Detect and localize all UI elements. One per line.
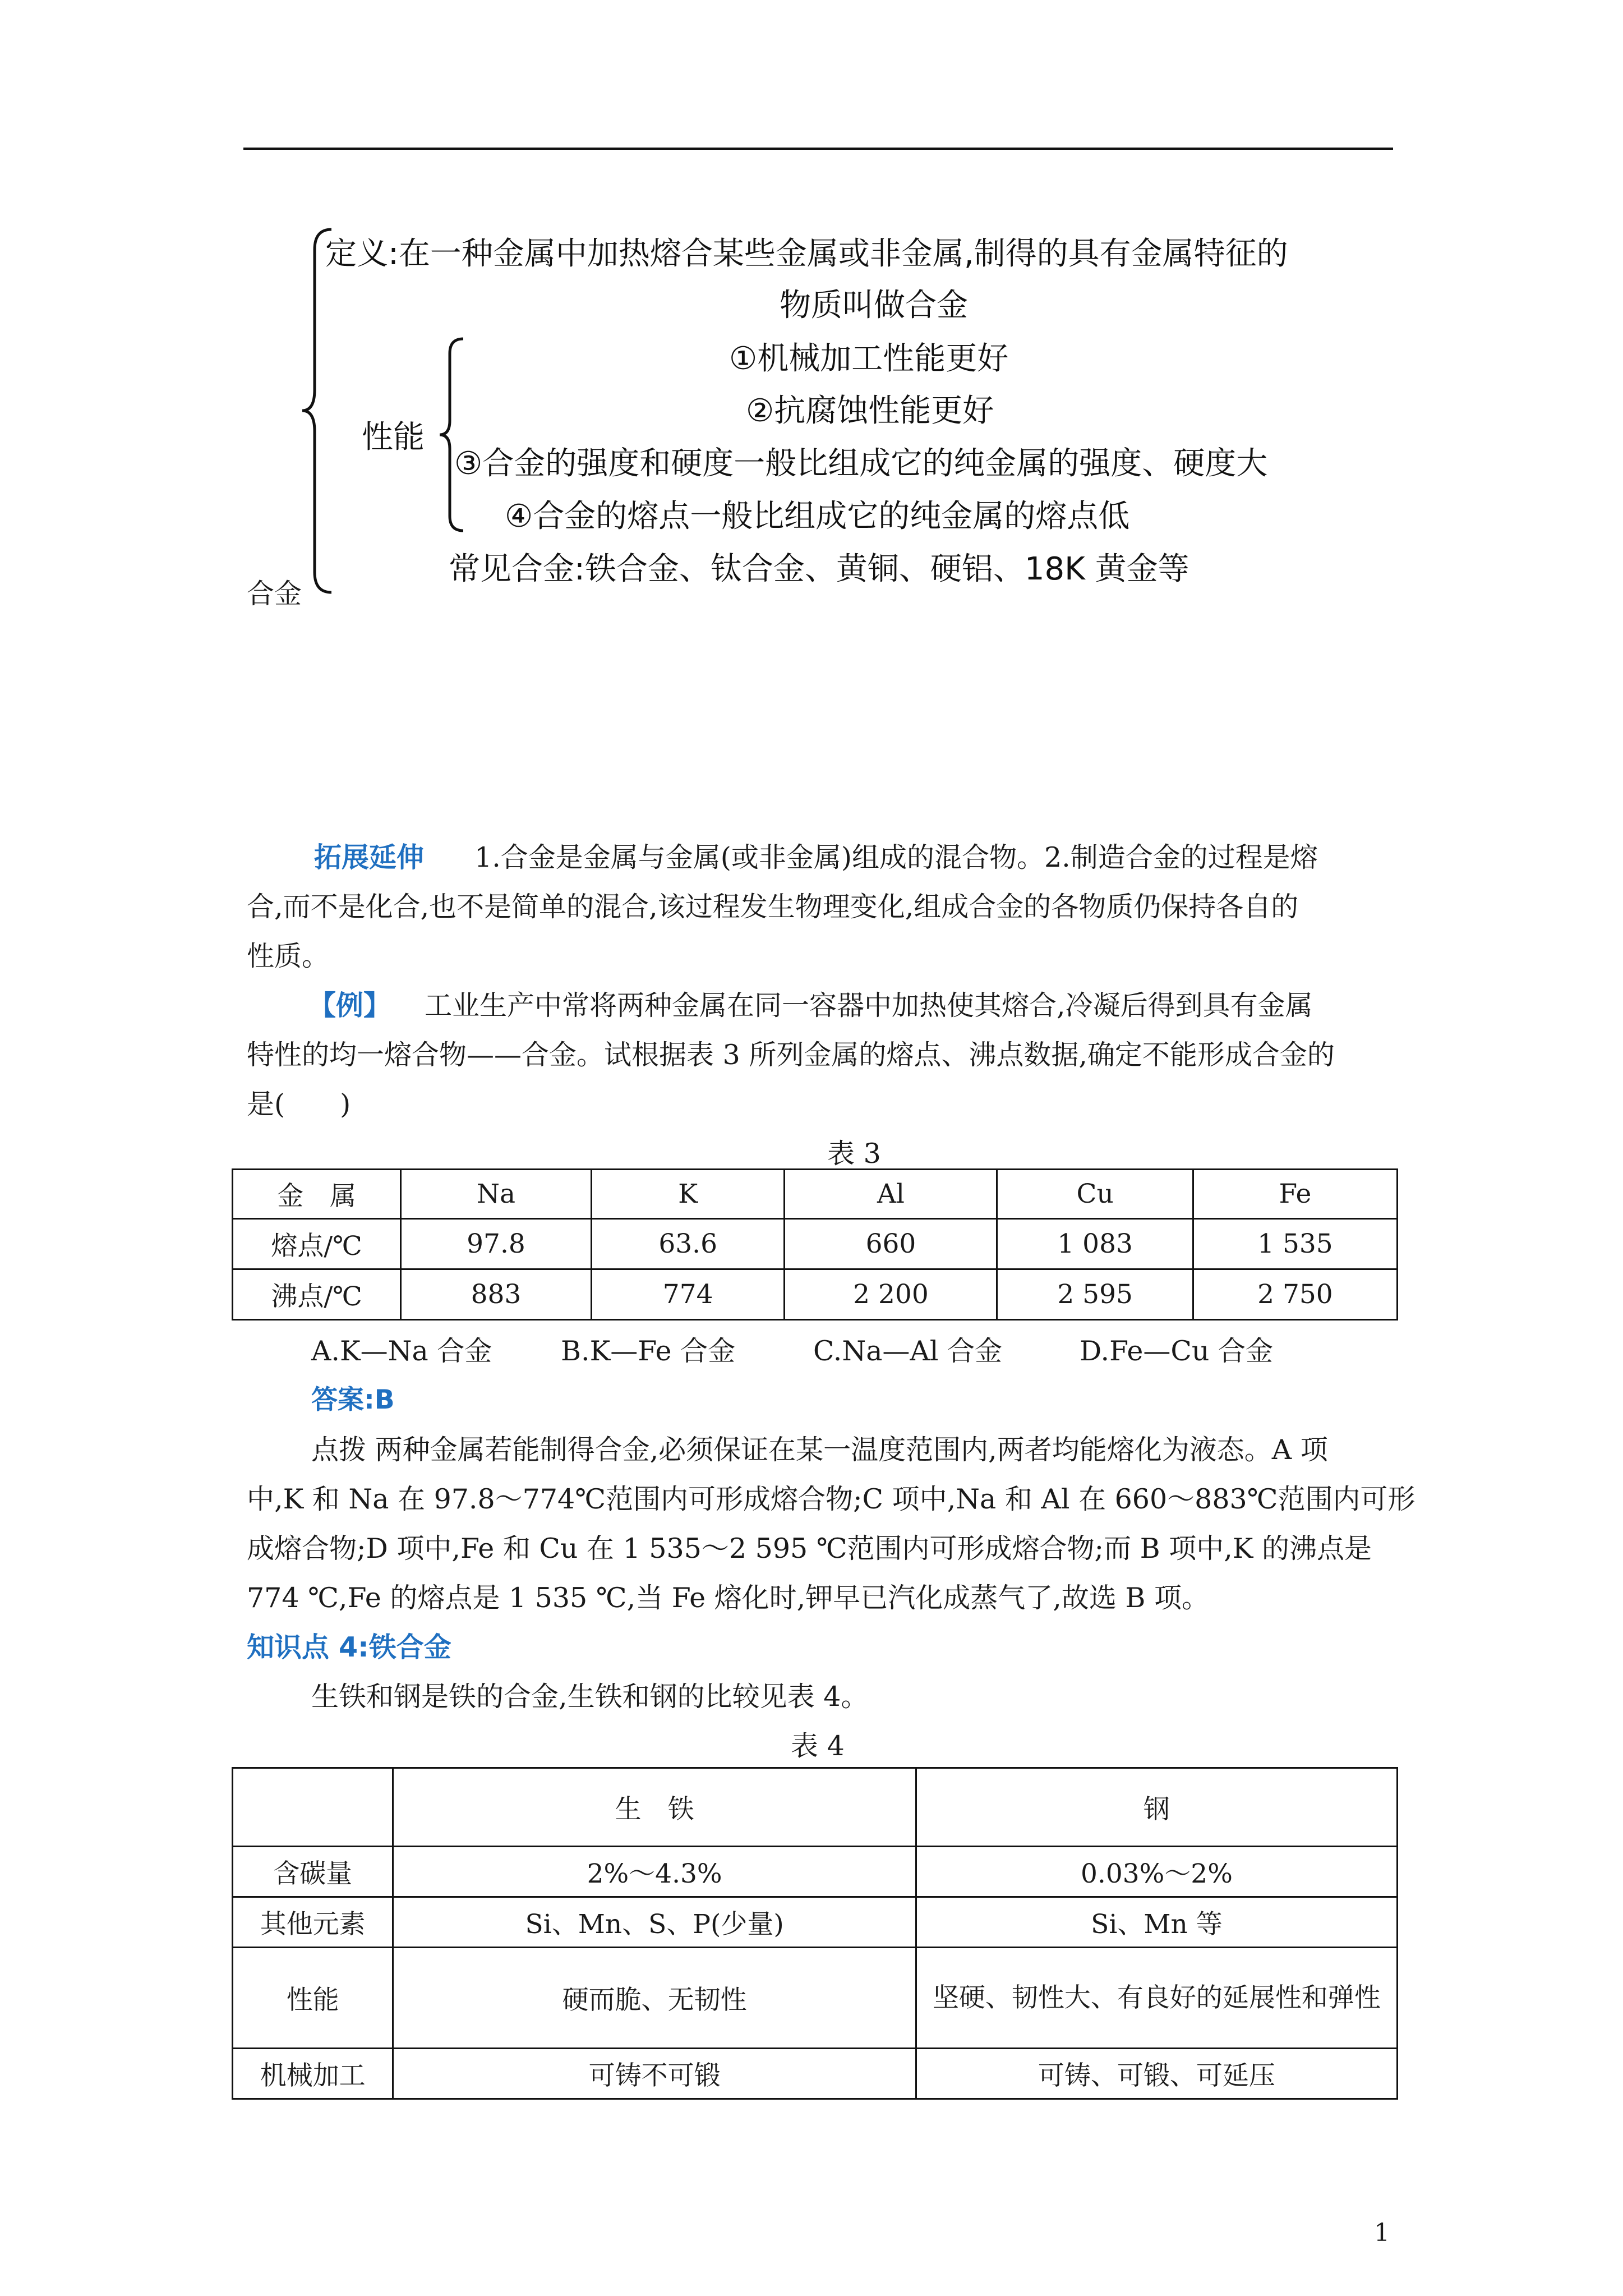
- table4: [232, 1767, 1398, 2100]
- performance-label: 性能: [362, 419, 425, 455]
- table-cell: Si、Mn、S、P(少量): [393, 1897, 916, 1948]
- table-cell: 可铸、可锻、可延压: [916, 2049, 1397, 2099]
- table-cell: 2 200: [785, 1269, 997, 1320]
- table-cell: Al: [785, 1170, 997, 1219]
- common-alloys: 常见合金:铁合金、钛合金、黄铜、硬铝、18K 黄金等: [449, 551, 1189, 587]
- table-cell: [233, 1768, 393, 1847]
- option-c: C.Na—Al 合金: [813, 1335, 1003, 1367]
- table-cell: 2 750: [1193, 1269, 1397, 1320]
- table-row: [233, 1897, 1398, 1948]
- table-row: [233, 1847, 1398, 1897]
- table-cell: Si、Mn 等: [916, 1897, 1397, 1948]
- answer: 答案:B: [311, 1384, 395, 1415]
- table-row: [233, 1170, 1398, 1219]
- table-cell: 2%～4.3%: [393, 1847, 916, 1897]
- example-line-3: 是( ): [247, 1088, 351, 1120]
- option-b: B.K—Fe 合金: [561, 1335, 736, 1367]
- table-cell: 机械加工: [233, 2049, 393, 2099]
- table-cell: 钢: [916, 1768, 1397, 1847]
- table-cell: Na: [401, 1170, 592, 1219]
- hint-line-1: 点拨 两种金属若能制得合金,必须保证在某一温度范围内,两者均能熔化为液态。A 项: [311, 1434, 1328, 1466]
- mindmap-root: 合金: [247, 578, 302, 610]
- table-cell: 0.03%～2%: [916, 1847, 1397, 1897]
- table-cell: 性能: [233, 1948, 393, 2049]
- inner-brace-icon: [437, 337, 465, 533]
- table-cell: K: [591, 1170, 785, 1219]
- table-cell: 金 属: [233, 1170, 401, 1219]
- table-cell: 坚硬、韧性大、有良好的延展性和弹性: [916, 1948, 1397, 2049]
- table3: [232, 1168, 1398, 1320]
- table-row: [233, 1219, 1398, 1269]
- example-line-1: 【例】 工业生产中常将两种金属在同一容器中加热使其熔合,冷凝后得到具有金属: [308, 990, 1313, 1022]
- table-cell: 含碳量: [233, 1847, 393, 1897]
- extension-label: 拓展延伸: [314, 841, 425, 873]
- hint-line-4: 774 ℃,Fe 的熔点是 1 535 ℃,当 Fe 熔化时,钾早已汽化成蒸气了,故选 B 项。: [247, 1582, 1209, 1614]
- table-cell: Fe: [1193, 1170, 1397, 1219]
- table-cell: 63.6: [591, 1219, 785, 1269]
- table-cell: 其他元素: [233, 1897, 393, 1948]
- table-cell: 2 595: [997, 1269, 1193, 1320]
- table-cell: 熔点/℃: [233, 1219, 401, 1269]
- page-number: 1: [1374, 2219, 1390, 2247]
- knowledge-intro: 生铁和钢是铁的合金,生铁和钢的比较见表 4。: [311, 1681, 869, 1713]
- performance-item-2: ②抗腐蚀性能更好: [746, 393, 994, 429]
- table-cell: 660: [785, 1219, 997, 1269]
- knowledge-title: 知识点 4:铁合金: [247, 1631, 451, 1663]
- example-label: 【例】: [308, 990, 391, 1022]
- header-rule: [243, 148, 1393, 150]
- table-row: [233, 1269, 1398, 1320]
- table-cell: 883: [401, 1269, 592, 1320]
- table-cell: 774: [591, 1269, 785, 1320]
- table-cell: 1 535: [1193, 1219, 1397, 1269]
- hint-line-2: 中,K 和 Na 在 97.8～774℃范围内可形成熔合物;C 项中,Na 和 Al 在 660～883℃范围内可形: [247, 1483, 1415, 1515]
- extension-line-2: 合,而不是化合,也不是简单的混合,该过程发生物理变化,组成合金的各物质仍保持各自的: [247, 891, 1299, 923]
- table-cell: 97.8: [401, 1219, 592, 1269]
- extension-line-3: 性质。: [247, 940, 330, 972]
- example-line-2: 特性的均一熔合物——合金。试根据表 3 所列金属的熔点、沸点数据,确定不能形成合金的: [247, 1039, 1335, 1071]
- option-a: A.K—Na 合金: [311, 1335, 492, 1367]
- table-row: [233, 2049, 1398, 2099]
- table4-caption: 表 4: [791, 1730, 845, 1762]
- table-cell: 沸点/℃: [233, 1269, 401, 1320]
- table-cell: Cu: [997, 1170, 1193, 1219]
- option-d: D.Fe—Cu 合金: [1080, 1335, 1274, 1367]
- table-cell: 生 铁: [393, 1768, 916, 1847]
- table3-caption: 表 3: [827, 1138, 881, 1170]
- definition-line-2: 物质叫做合金: [780, 287, 968, 324]
- performance-item-4: ④合金的熔点一般比组成它的纯金属的熔点低: [505, 498, 1130, 535]
- definition-line-1: 定义:在一种金属中加热熔合某些金属或非金属,制得的具有金属特征的: [325, 236, 1288, 272]
- outer-brace-icon: [300, 227, 334, 595]
- table-row: [233, 1948, 1398, 2049]
- table-row: [233, 1768, 1398, 1847]
- table-cell: 可铸不可锻: [393, 2049, 916, 2099]
- table-cell: 硬而脆、无韧性: [393, 1948, 916, 2049]
- extension-line-1: 拓展延伸 1.合金是金属与金属(或非金属)组成的混合物。2.制造合金的过程是熔: [314, 841, 1318, 873]
- performance-item-3: ③合金的强度和硬度一般比组成它的纯金属的强度、硬度大: [454, 445, 1268, 482]
- hint-line-3: 成熔合物;D 项中,Fe 和 Cu 在 1 535～2 595 ℃范围内可形成熔合物;而 B 项中,K 的沸点是: [247, 1533, 1372, 1565]
- table-cell: 1 083: [997, 1219, 1193, 1269]
- performance-item-1: ①机械加工性能更好: [729, 341, 1009, 377]
